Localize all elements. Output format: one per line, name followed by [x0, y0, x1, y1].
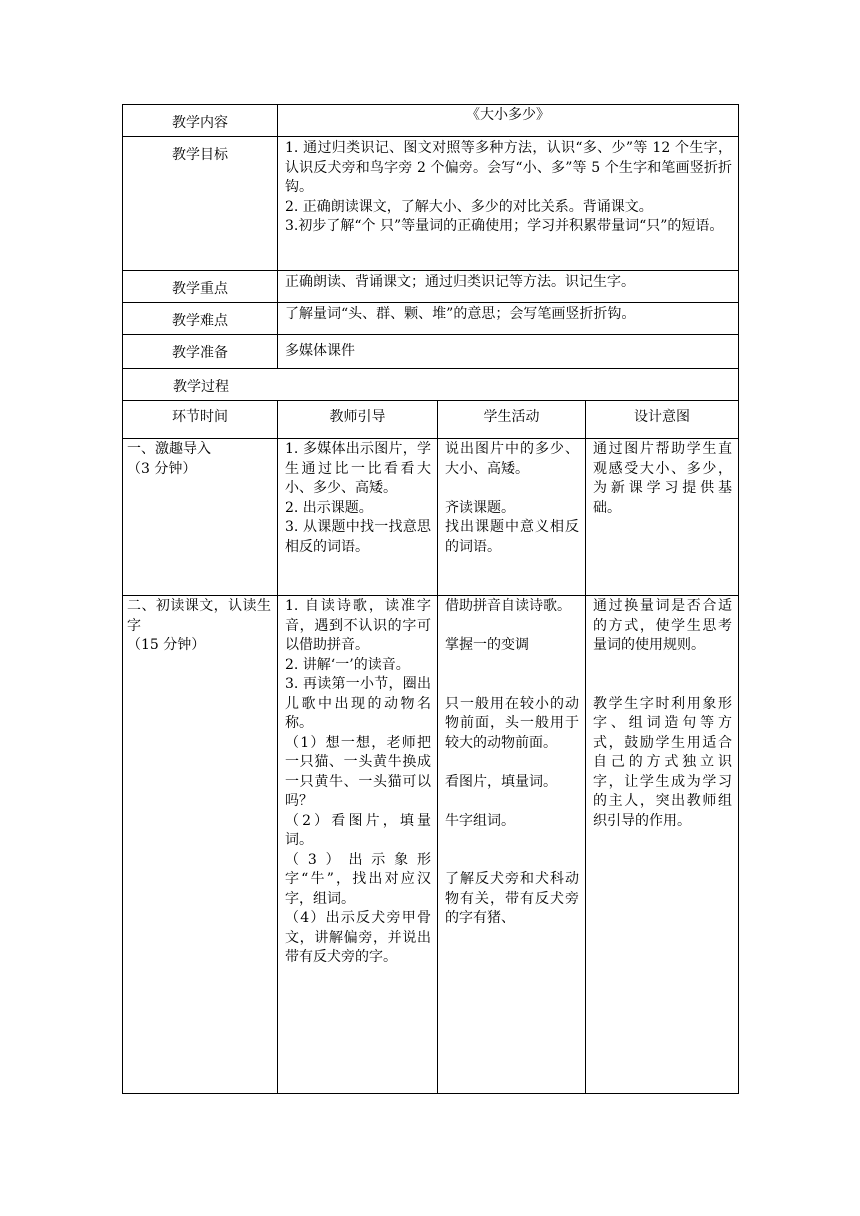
student-activity: 了解反犬旁和犬科动物有关，带有反犬旁的字有猪、: [445, 871, 579, 926]
header-student: 学生活动: [438, 401, 586, 439]
stage-cell: [123, 596, 278, 1094]
objective-item: 2. 正确朗读课文，了解大小、多少的对比关系。背诵课文。: [285, 198, 653, 215]
label-process: 教学过程: [123, 369, 739, 401]
stage-name: 二、初读课文，认读生字: [127, 598, 271, 634]
header-teacher: 教师引导: [278, 401, 438, 439]
label-difficulties: 教学难点: [123, 303, 278, 335]
row-key-points: [123, 271, 739, 303]
student-activity: 借助拼音自读诗歌。: [445, 598, 571, 614]
teacher-step: 1. 多媒体出示图片，学生通过比一比看看大小、多少、高矮。: [285, 441, 431, 496]
header-intent: 设计意图: [586, 401, 739, 439]
process-row-intro: [123, 439, 739, 596]
lesson-title: 《大小多少》: [278, 105, 739, 137]
key-points-content: 正确朗读、背诵课文；通过归类识记等方法。识记生字。: [278, 271, 739, 303]
student-cell: [438, 439, 586, 596]
row-preparation: [123, 335, 739, 369]
student-cell: [438, 596, 586, 1094]
stage-time: （3 分钟）: [127, 460, 197, 477]
row-content: [123, 105, 739, 137]
teacher-step: （3）出示象形字“牛”，找出对应汉字，组词。: [285, 851, 431, 907]
teacher-step: 2. 讲解‘一’的读音。: [285, 656, 410, 673]
process-header-row: [123, 401, 739, 439]
preparation-content: 多媒体课件: [278, 335, 739, 369]
stage-time: （15 分钟）: [127, 637, 206, 653]
student-activity: 齐读课题。: [445, 499, 515, 516]
design-intent: 通过图片帮助学生直观感受大小、多少，为新课学习提供基础。: [593, 441, 733, 516]
label-preparation: 教学准备: [123, 335, 278, 369]
intent-cell: [586, 596, 739, 1094]
student-activity: 只一般用在较小的动物前面，头一般用于较大的动物前面。: [445, 695, 579, 751]
teacher-step: （1）想一想，老师把一只猫、一头黄牛换成一只黄牛、一头猫可以吗？: [285, 734, 431, 809]
process-row-reading: [123, 596, 739, 1094]
student-activity: 牛字组词。: [445, 812, 515, 829]
objective-item: 1. 通过归类识记、图文对照等多种方法，认识“多、少”等 12 个生字，认识反犬旁和鸟字旁 2 个偏旁。会写“小、多”等 5 个生字和笔画竖折折钩。: [285, 140, 733, 195]
stage-cell: [123, 439, 278, 596]
intent-cell: [586, 439, 739, 596]
student-activity: 说出图片中的多少、大小、高矮。: [445, 441, 579, 477]
teacher-cell: [278, 439, 438, 596]
label-key-points: 教学重点: [123, 271, 278, 303]
teacher-cell: [278, 596, 438, 1094]
student-activity: 掌握一的变调: [445, 637, 529, 653]
stage-name: 一、激趣导入: [127, 441, 211, 457]
lesson-plan-table: [122, 104, 739, 1094]
row-difficulties: [123, 303, 739, 335]
label-objectives: 教学目标: [123, 137, 278, 271]
teacher-step: 2. 出示课题。: [285, 499, 373, 516]
objective-item: 3.初步了解“个 只”等量词的正确使用；学习并积累带量词“只”的短语。: [285, 218, 724, 234]
design-intent: 通过换量词是否合适的方式，使学生思考量词的使用规则。: [593, 598, 733, 653]
teacher-step: （2）看图片，填量词。: [285, 812, 431, 848]
objectives-content: [278, 137, 739, 271]
teacher-step: 3. 再读第一小节，圈出儿歌中出现的动物名称。: [285, 676, 431, 731]
student-activity: 看图片，填量词。: [445, 773, 557, 790]
teacher-step: 1. 自读诗歌，读准字音，遇到不认识的字可以借助拼音。: [285, 598, 431, 653]
difficulties-content: 了解量词“头、群、颗、堆”的意思；会写笔画竖折折钩。: [278, 303, 739, 335]
student-activity: 找出课题中意义相反的词语。: [445, 519, 579, 555]
teacher-step: （4）出示反犬旁甲骨文，讲解偏旁，并说出带有反犬旁的字。: [285, 910, 431, 965]
label-content: 教学内容: [123, 105, 278, 137]
row-process: [123, 369, 739, 401]
design-intent: 教学生字时利用象形字、组词造句等方式，鼓励学生用适合自己的方式独立识字，让学生成为学习的主人，突出教师组织引导的作用。: [593, 695, 733, 829]
header-stage: 环节时间: [123, 401, 278, 439]
teacher-step: 3. 从课题中找一找意思相反的词语。: [285, 519, 431, 555]
row-objectives: [123, 137, 739, 271]
